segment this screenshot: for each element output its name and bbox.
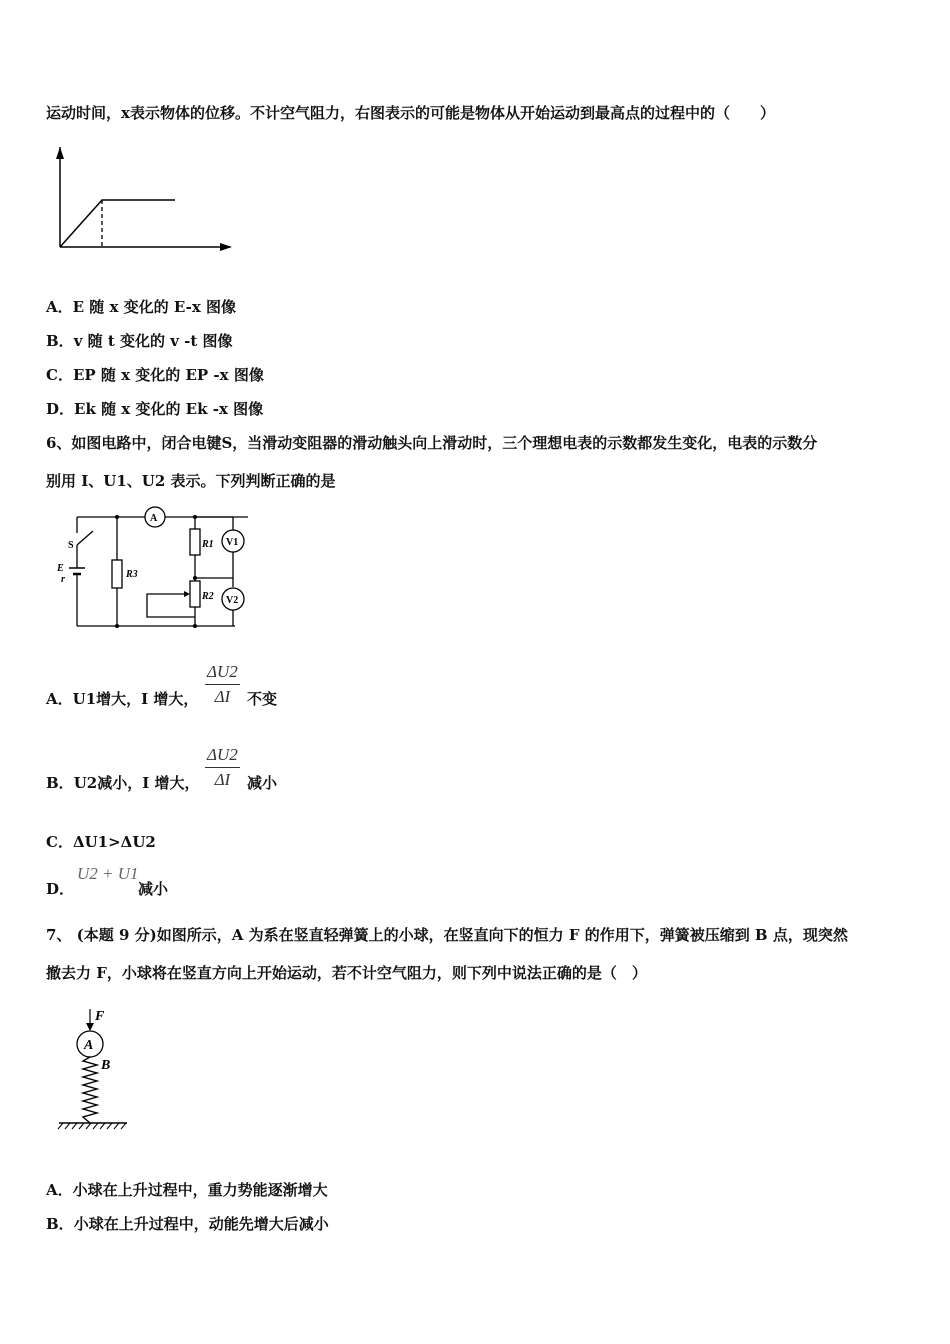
q7-label-a: A: [84, 1038, 94, 1053]
q6-option-d-tail: 减小: [138, 880, 169, 898]
q6-label-v1: V1: [226, 537, 239, 548]
q6-option-b-fraction: $\frac{\Delta U2}{\Delta I}$: [207, 745, 238, 789]
q6-option-d: D．: [46, 880, 75, 898]
q6-label-v2: V2: [226, 595, 239, 606]
q6-label-a: A: [150, 513, 158, 524]
q6-option-b-tail: 减小: [247, 774, 278, 792]
q5-option-a: A．E 随 x 变化的 E-x 图像: [46, 298, 237, 316]
q6-label-s: S: [68, 540, 74, 551]
q6-label-r3: R3: [126, 569, 138, 580]
q6-circuit: [55, 505, 275, 635]
q6-stem-line2: 别用 I、U1、U2 表示。下列判断正确的是: [46, 472, 336, 490]
q7-label-f: F: [95, 1009, 105, 1024]
q6-option-d-expr: U2 + U1: [77, 864, 139, 883]
q6-option-b: B．U2减小，I 增大，: [46, 774, 200, 792]
q7-spring-figure: [55, 1005, 145, 1135]
q5-option-b: B．v 随 t 变化的 v -t 图像: [46, 332, 233, 350]
q6-stem-line1: 6、如图电路中，闭合电键S，当滑动变阻器的滑动触头向上滑动时，三个理想电表的示数都发生变化，电表的示数分: [46, 434, 818, 452]
q7-option-b: B．小球在上升过程中，动能先增大后减小: [46, 1215, 329, 1233]
q5-graph: [50, 145, 250, 265]
q6-option-a: A．U1增大，I 增大，: [46, 690, 199, 708]
q6-option-c: C．ΔU1>ΔU2: [46, 833, 156, 851]
q7-label-b: B: [101, 1058, 111, 1073]
q6-option-a-tail: 不变: [247, 690, 278, 708]
q6-label-e: E: [57, 563, 64, 574]
q5-intro: 运动时间，x表示物体的位移。不计空气阻力，右图表示的可能是物体从开始运动到最高点的过程中的（ ）: [46, 104, 775, 122]
q6-label-r: r: [61, 574, 65, 585]
q6-label-r1: R1: [202, 539, 214, 550]
q5-option-c: C．EP 随 x 变化的 EP -x 图像: [46, 366, 264, 384]
q7-stem-line2: 撤去力 F，小球将在竖直方向上开始运动，若不计空气阻力，则下列中说法正确的是（ ）: [46, 964, 647, 982]
q5-option-d: D．Ek 随 x 变化的 Ek -x 图像: [46, 400, 264, 418]
q6-label-r2: R2: [202, 591, 214, 602]
q7-stem-line1: 7、 (本题 9 分)如图所示，A 为系在竖直轻弹簧上的小球，在竖直向下的恒力 F 的作用下，弹簧被压缩到 B 点，现突然: [46, 926, 848, 944]
q6-option-a-fraction: $\frac{\Delta U2}{\Delta I}$: [207, 662, 238, 706]
q7-option-a: A．小球在上升过程中，重力势能逐渐增大: [46, 1181, 328, 1199]
